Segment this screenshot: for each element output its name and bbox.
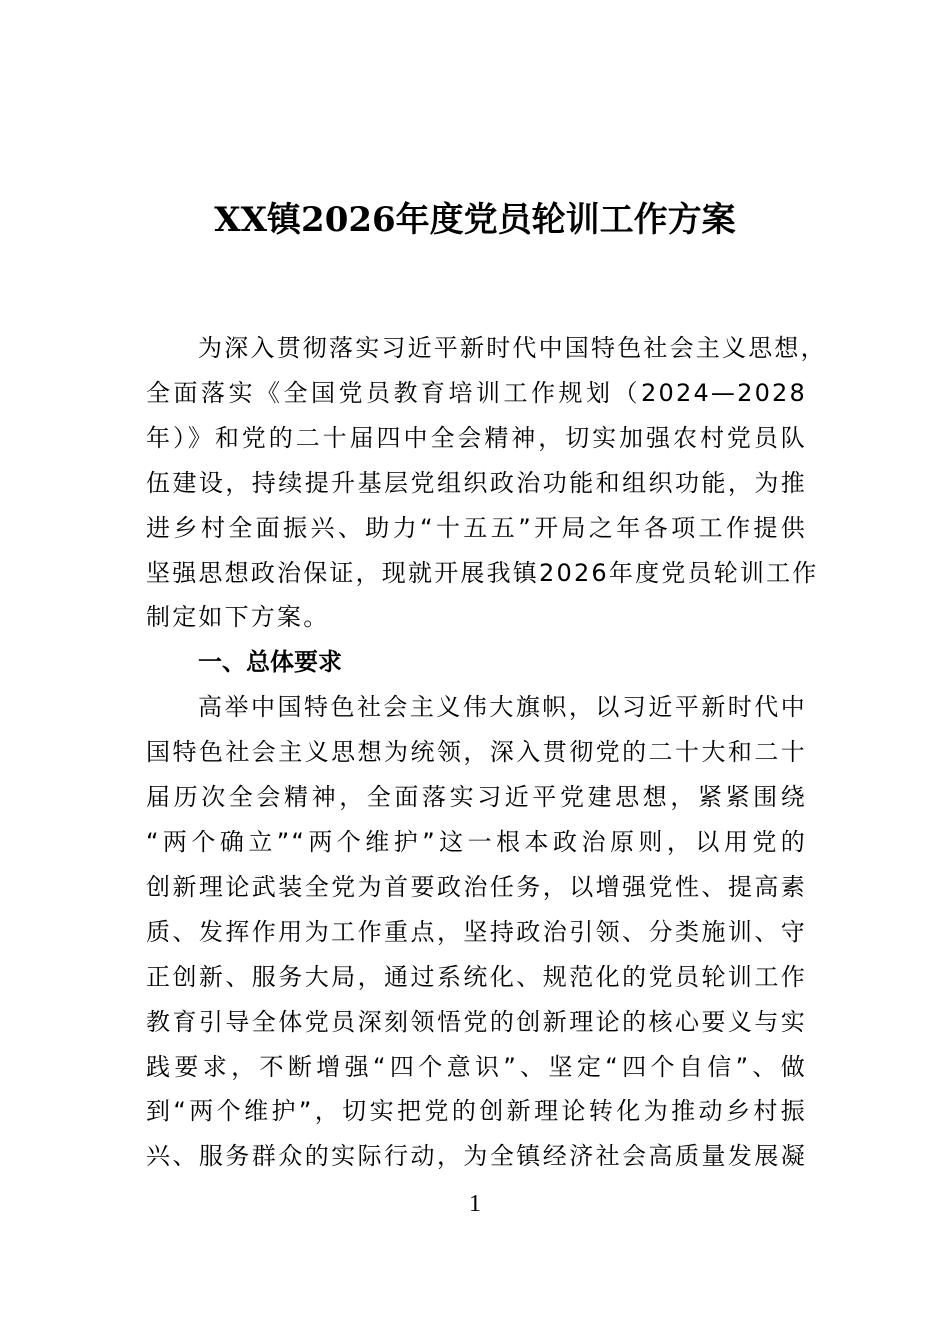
text-line: 届历次全会精神，全面落实习近平党建思想，紧紧围绕 <box>146 783 807 812</box>
document-body <box>146 326 827 1179</box>
text-line: 为深入贯彻落实习近平新时代中国特色社会主义思想， <box>198 334 827 362</box>
text-line: 制定如下方案。 <box>146 603 330 632</box>
document-title: XX镇2026年度党员轮训工作方案 <box>214 200 736 240</box>
text-line: 创新理论武装全党为首要政治任务，以增强党性、提高素 <box>146 872 807 901</box>
text-line: 兴、服务群众的实际行动，为全镇经济社会高质量发展凝 <box>146 1142 807 1171</box>
text-line: 坚强思想政治保证，现就开展我镇2026年度党员轮训工作 <box>146 558 819 587</box>
text-line: 进乡村全面振兴、助力“十五五”开局之年各项工作提供 <box>146 513 807 542</box>
text-line: “两个确立”“两个维护”这一根本政治原则，以用党的 <box>146 827 807 856</box>
text-line: 国特色社会主义思想为统领，深入贯彻党的二十大和二十 <box>146 738 807 767</box>
intro-paragraph <box>146 326 827 640</box>
text-line: 正创新、服务大局，通过系统化、规范化的党员轮训工作 <box>146 962 807 991</box>
text-line: 到“两个维护”，切实把党的创新理论转化为推动乡村振 <box>146 1097 807 1126</box>
page-number: 1 <box>469 1191 481 1217</box>
text-line: 教育引导全体党员深刻领悟党的创新理论的核心要义与实 <box>146 1007 807 1036</box>
text-line: 高举中国特色社会主义伟大旗帜，以习近平新时代中 <box>198 693 807 722</box>
text-line: 伍建设，持续提升基层党组织政治功能和组织功能，为推 <box>146 468 807 497</box>
text-line: 年）》和党的二十届四中全会精神，切实加强农村党员队 <box>146 423 807 452</box>
section-heading: 一、总体要求 <box>198 648 342 677</box>
text-line: 质、发挥作用为工作重点，坚持政治引领、分类施训、守 <box>146 917 807 946</box>
text-line: 践要求，不断增强“四个意识”、坚定“四个自信”、做 <box>146 1052 807 1081</box>
text-line: 全面落实《全国党员教育培训工作规划（2024—2028 <box>146 378 807 407</box>
section1-paragraph <box>146 685 807 1179</box>
